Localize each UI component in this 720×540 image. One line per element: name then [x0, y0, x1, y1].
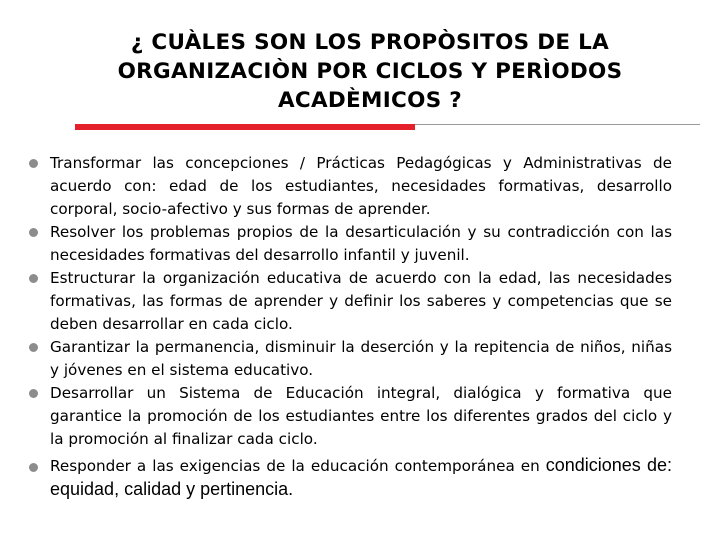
- bullet-text: Desarrollar un Sistema de Educación integral, dialógica y formativa que garantice la promoción de los estudiantes entre los diferentes grados del ciclo y la promoción al finalizar cada ciclo.: [50, 384, 672, 448]
- bullet-text: Transformar las concepciones / Prácticas Pedagógicas y Administrativas de acuerdo con: edad de los estudiantes, necesidades formativas, desarrollo corporal, socio-afectivo y sus formas de aprender.: [50, 154, 672, 218]
- bullet-dot-icon: [29, 343, 38, 352]
- bullet-text: [50, 454, 672, 502]
- bullet-item: [28, 221, 672, 267]
- title-line-2: ORGANIZACIÒN POR CICLOS Y PERÌODOS: [117, 59, 623, 84]
- bullet-dot-icon: [29, 463, 38, 472]
- title-accent-bar: [75, 124, 415, 130]
- slide-title: [60, 28, 680, 115]
- bullet-item: [28, 454, 672, 502]
- bullet-item: [28, 152, 672, 221]
- title-line-1: ¿ CUÀLES SON LOS PROPÒSITOS DE LA: [130, 30, 610, 55]
- bullet-dot-icon: [29, 274, 38, 283]
- bullet-text: Garantizar la permanencia, disminuir la deserción y la repitencia de niños, niñas y jóvenes en el sistema educativo.: [50, 338, 672, 379]
- bullet-dot-icon: [29, 389, 38, 398]
- bullet-dot-icon: [29, 228, 38, 237]
- bullet-text-start: Responder a las exigencias de la educación contemporánea en: [50, 457, 546, 475]
- bullet-dot-icon: [29, 159, 38, 168]
- bullet-item: [28, 267, 672, 336]
- bullet-list: [28, 152, 672, 502]
- bullet-text-end: condiciones de: equidad, calidad y pertinencia.: [50, 455, 672, 499]
- bullet-text: Estructurar la organización educativa de acuerdo con la edad, las necesidades formativas, las formas de aprender y definir los saberes y competencias que se deben desarrollar en cada ciclo.: [50, 269, 672, 333]
- title-line-3: ACADÈMICOS ?: [277, 88, 463, 113]
- bullet-item: [28, 382, 672, 451]
- bullet-text: Resolver los problemas propios de la desarticulación y su contradicción con las necesidades formativas del desarrollo infantil y juvenil.: [50, 223, 672, 264]
- bullet-item: [28, 336, 672, 382]
